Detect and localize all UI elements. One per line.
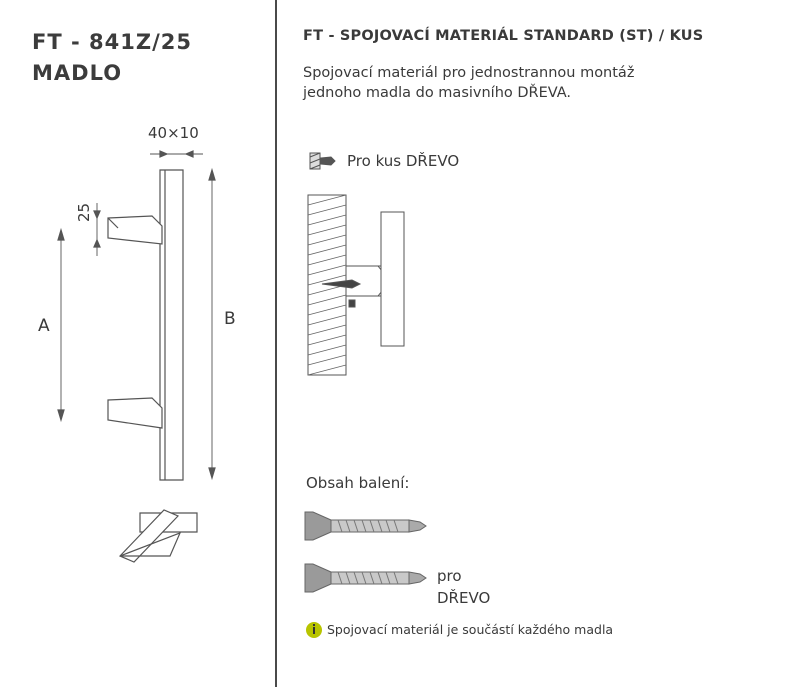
screw-label-line-1: pro	[437, 567, 462, 585]
dimension-25-label: 25	[75, 202, 93, 222]
mount-diagram	[308, 195, 404, 375]
mount-label: Pro kus DŘEVO	[347, 152, 460, 170]
product-subtitle: MADLO	[32, 61, 123, 85]
screw-1	[305, 512, 426, 540]
dimension-width-label: 40×10	[148, 124, 199, 142]
dimension-b-label: B	[224, 309, 236, 329]
screw-2	[305, 564, 426, 592]
product-title: FT - 841Z/25	[32, 30, 192, 54]
section-description	[303, 63, 663, 103]
handle-bottom-leg	[108, 398, 162, 428]
dimension-a-label: A	[38, 316, 50, 336]
description-line-2: jednoho madla do masivního DŘEVA.	[303, 85, 572, 101]
wood-mount-icon	[310, 153, 335, 169]
description-line-1: Spojovací materiál pro jednostrannou montáž	[303, 65, 635, 81]
package-label: Obsah balení:	[306, 474, 410, 492]
screw-label-line-2: DŘEVO	[437, 589, 491, 607]
info-icon	[306, 622, 322, 638]
section-heading: FT - SPOJOVACÍ MATERIÁL STANDARD (ST) / KUS	[303, 28, 704, 44]
info-note: Spojovací materiál je součástí každého madla	[327, 622, 614, 637]
handle-bar	[160, 170, 183, 480]
handle-top-leg	[108, 216, 162, 244]
